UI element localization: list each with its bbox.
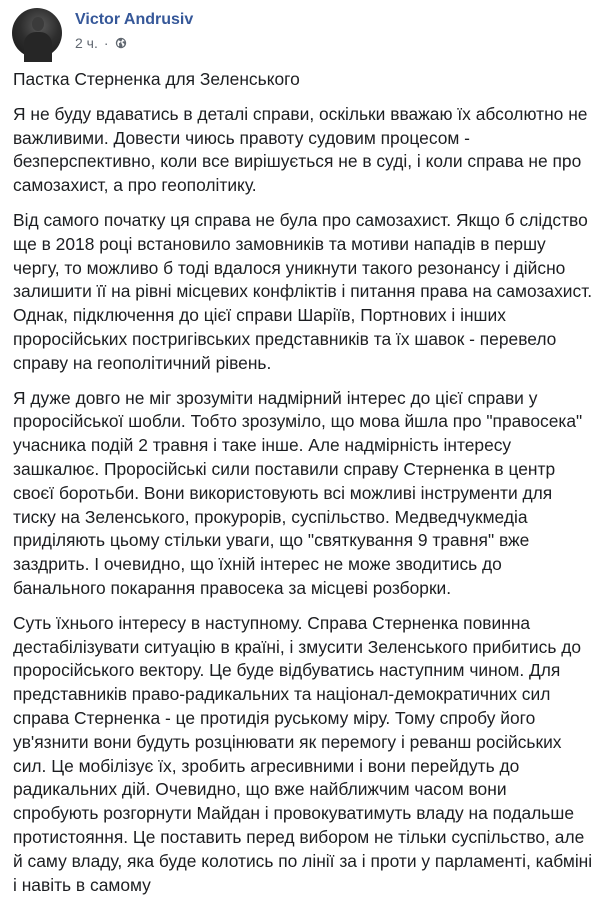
post-timestamp[interactable]: 2 ч. (75, 35, 98, 51)
avatar[interactable] (12, 8, 62, 58)
avatar-head-shape (32, 17, 44, 31)
post-paragraph-4: Суть їхнього інтересу в наступному. Справа Стерненка повинна дестабілізувати ситуацію в країні, і змусити Зеленського прибитись до проросійського вектору. Це буде відбуватись наступним чином. Для представників право-радикальних та націонал-демократичних сил справа Стерненка - це протидія руському міру. Тому спробу його ув'язнити вони будуть розцінювати як перемогу і реванш російських сил. Це мобілізує їх, зробить агресивними і вони перейдуть до радикальних дій. Очевидно, що вже найближчим часом вони спробують розгорнути Майдан і провокуватимуть владу на подальше протистояння. Це поставить перед вибором не тільки суспільство, але й саму владу, яка буде колотись по лінії за і проти у парламенті, кабміні і навіть в самому (13, 612, 593, 895)
post-paragraph-1: Я не буду вдаватись в деталі справи, оскільки вважаю їх абсолютно не важливими. Довести чиюсь правоту судовим процесом - безперспективно, коли все вирішується не в суді, і коли справа не про самозахист, а про геополітику. (13, 103, 588, 196)
post-title: Пастка Стерненка для Зеленського (13, 69, 300, 89)
post-body (13, 68, 593, 908)
meta-separator: · (103, 35, 109, 51)
author-name-link[interactable]: Victor Andrusiv (75, 11, 194, 28)
avatar-body-shape (24, 32, 52, 62)
globe-icon[interactable] (115, 37, 127, 49)
post-subline (75, 34, 193, 52)
post-paragraph-3: Я дуже довго не міг зрозуміти надмірний інтерес до цієї справи у проросійської шобли. Тобто зрозуміло, що мова йшла про "правосека" учасника подій 2 травня і таке інше. Але надмірність інтересу зашкалює. Проросійські сили поставили справу Стерненка в центр своєї боротьби. Вони використовують всі можливі інструменти для тиску на Зеленського, прокурорів, суспільство. Медведчукмедіа приділяють цьому стільки уваги, що "святкування 9 травня" вже заздрить. І очевидно, що їхній інтерес не може зводитись до банального покарання правосека за місцеві розборки. (13, 387, 583, 598)
post-header (12, 8, 193, 64)
post-paragraph-2: Від самого початку ця справа не була про самозахист. Якщо б слідство ще в 2018 році встановило замовників та мотиви нападів в першу чергу, то можливо б тоді вдалося уникнути такого резонансу і дійсно залишити її на рівні місцевих конфліктів і питання права на самозахист. Однак, підключення до цієї справи Шаріїв, Портнових і інших проросійських постригівських представників та їх шавок - перевело справу на геополітичний рівень. (13, 209, 593, 373)
post-meta (75, 10, 193, 52)
